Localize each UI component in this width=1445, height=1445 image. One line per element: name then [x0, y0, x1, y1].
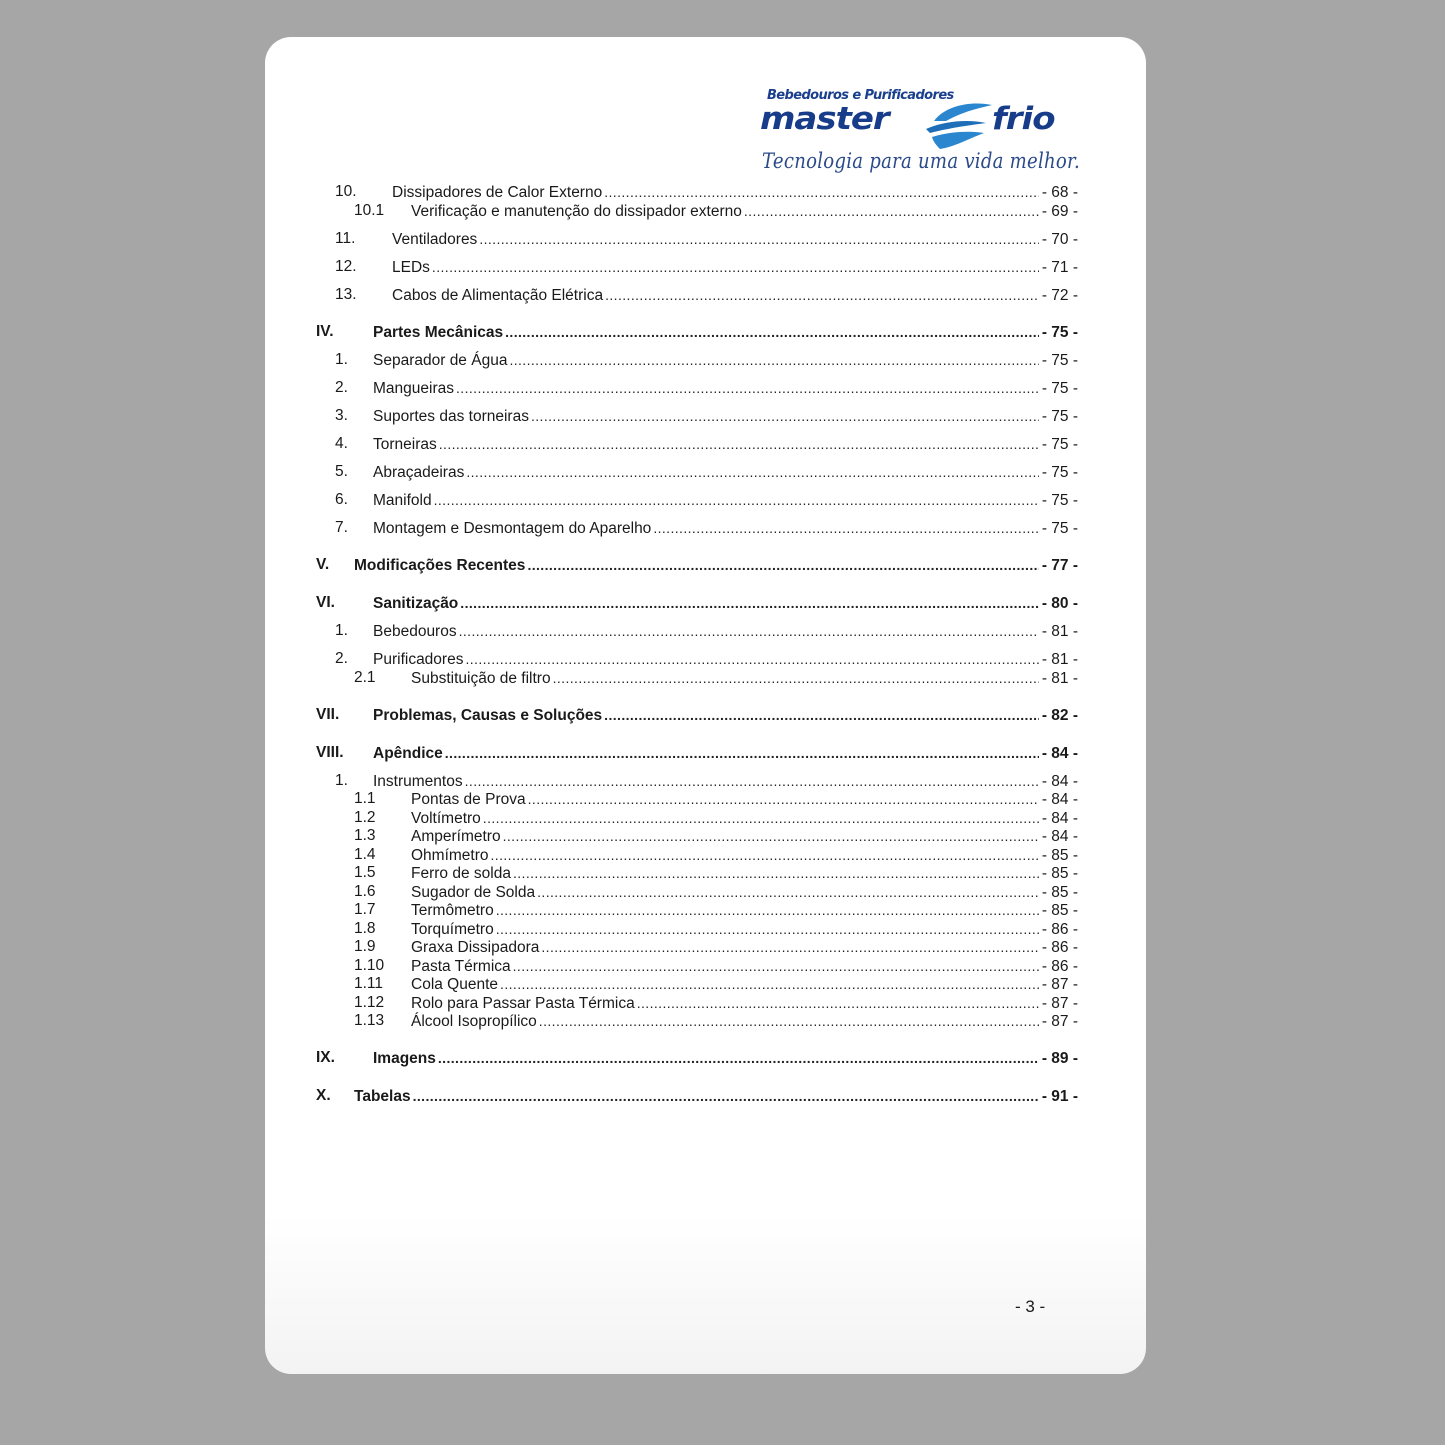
toc-entry-link[interactable] — [373, 650, 1078, 669]
toc-entry-title: Purificadores — [373, 651, 464, 668]
logo-tagline: Tecnologia para uma vida melhor. — [762, 149, 1080, 173]
toc-entry-title: Modificações Recentes — [354, 557, 526, 574]
toc-entry[interactable] — [265, 883, 1146, 901]
toc-entry-link[interactable] — [373, 594, 1078, 613]
dot-leader — [537, 883, 1039, 901]
toc-entry-title: Tabelas — [354, 1088, 411, 1105]
toc-entry-title: Problemas, Causas e Soluções — [373, 707, 603, 724]
toc-entry-page: - 75 - — [1041, 436, 1078, 453]
toc-entry-number: 2.1 — [354, 669, 376, 686]
toc-entry-title: Ohmímetro — [411, 847, 489, 864]
toc-entry[interactable] — [265, 846, 1146, 864]
toc-entry[interactable] — [265, 407, 1146, 425]
dot-leader — [503, 827, 1039, 845]
toc-entry-link[interactable] — [411, 1012, 1078, 1031]
toc-entry-number: 13. — [335, 286, 357, 303]
dot-leader — [653, 519, 1039, 537]
toc-entry[interactable] — [265, 975, 1146, 993]
toc-entry[interactable] — [265, 622, 1146, 640]
toc-entry[interactable] — [265, 556, 1146, 574]
toc-entry-title: Pasta Térmica — [411, 958, 511, 975]
dot-leader — [432, 258, 1039, 276]
dot-leader — [531, 407, 1039, 425]
dot-leader — [513, 957, 1039, 975]
toc-entry-number: 1.5 — [354, 864, 376, 881]
dot-leader — [509, 351, 1038, 369]
toc-entry-title: Sugador de Solda — [411, 884, 536, 901]
toc-entry-number: 5. — [335, 463, 348, 480]
dot-leader — [553, 669, 1039, 687]
dot-leader — [413, 1087, 1039, 1105]
toc-entry-title: Termômetro — [411, 902, 494, 919]
toc-entry-page: - 82 - — [1041, 707, 1078, 724]
toc-entry-title: Álcool Isopropílico — [411, 1013, 537, 1030]
toc-entry[interactable] — [265, 744, 1146, 762]
toc-entry[interactable] — [265, 957, 1146, 975]
toc-entry-link[interactable] — [373, 463, 1078, 482]
logo-word-master: master — [760, 100, 889, 138]
toc-entry-link[interactable] — [411, 938, 1078, 957]
dot-leader — [438, 1049, 1039, 1067]
toc-entry-link[interactable] — [354, 556, 1078, 575]
toc-entry-title: Torneiras — [373, 436, 437, 453]
toc-entry-number: 11. — [335, 230, 356, 247]
toc-entry-number: 6. — [335, 491, 348, 508]
dot-leader — [527, 556, 1038, 574]
logo-word-frio: frio — [992, 100, 1055, 138]
toc-entry[interactable] — [265, 706, 1146, 724]
toc-entry-number: 1. — [335, 772, 348, 789]
toc-entry-title: LEDs — [392, 259, 430, 276]
toc-entry-page: - 75 - — [1041, 408, 1078, 425]
toc-entry[interactable] — [265, 827, 1146, 845]
toc-entry-link[interactable] — [411, 202, 1078, 221]
toc-entry-title: Mangueiras — [373, 380, 454, 397]
toc-entry[interactable] — [265, 463, 1146, 481]
toc-entry-title: Ventiladores — [392, 231, 478, 248]
toc-entry-page: - 85 - — [1041, 847, 1078, 864]
toc-entry-title: Graxa Dissipadora — [411, 939, 540, 956]
toc-entry-link[interactable] — [354, 1087, 1078, 1106]
wave-swoosh-icon — [924, 99, 994, 151]
toc-entry-link[interactable] — [392, 286, 1078, 305]
toc-entry-page: - 84 - — [1041, 773, 1078, 790]
toc-entry-page: - 70 - — [1041, 231, 1078, 248]
toc-entry-number: 10.1 — [354, 202, 385, 219]
toc-entry-number: 1.11 — [354, 975, 384, 992]
toc-entry-number: IV. — [316, 323, 334, 340]
toc-entry-link[interactable] — [411, 864, 1078, 883]
toc-entry-link[interactable] — [411, 827, 1078, 846]
toc-entry-number: IX. — [316, 1049, 335, 1066]
toc-entry[interactable] — [265, 790, 1146, 808]
toc-entry-title: Cola Quente — [411, 976, 499, 993]
toc-entry-page: - 87 - — [1041, 976, 1078, 993]
toc-entry-page: - 87 - — [1041, 995, 1078, 1012]
toc-entry-page: - 80 - — [1041, 595, 1078, 612]
toc-entry-number: 10. — [335, 183, 357, 200]
toc-entry-link[interactable] — [411, 901, 1078, 920]
toc-entry-link[interactable] — [392, 230, 1078, 249]
toc-entry-title: Rolo para Passar Pasta Térmica — [411, 995, 635, 1012]
toc-entry[interactable] — [265, 379, 1146, 397]
toc-entry-number: 1.3 — [354, 827, 376, 844]
toc-entry-number: 1.8 — [354, 920, 376, 937]
toc-entry-link[interactable] — [392, 258, 1078, 277]
toc-entry-page: - 87 - — [1041, 1013, 1078, 1030]
toc-entry-number: V. — [316, 556, 330, 573]
toc-entry-number: X. — [316, 1087, 331, 1104]
toc-entry-page: - 75 - — [1041, 324, 1078, 341]
dot-leader — [479, 230, 1039, 248]
toc-entry-number: 1.7 — [354, 901, 376, 918]
toc-entry-link[interactable] — [411, 846, 1078, 865]
toc-entry-title: Pontas de Prova — [411, 791, 526, 808]
toc-entry-link[interactable] — [411, 975, 1078, 994]
toc-entry[interactable] — [265, 772, 1146, 790]
toc-entry-number: 1.1 — [354, 790, 376, 807]
toc-entry-title: Partes Mecânicas — [373, 324, 504, 341]
dot-leader — [505, 323, 1039, 341]
toc-entry-page: - 81 - — [1041, 670, 1078, 687]
toc-entry-number: 1.10 — [354, 957, 385, 974]
dot-leader — [500, 975, 1039, 993]
toc-entry-title: Bebedouros — [373, 623, 457, 640]
toc-entry-number: 1.13 — [354, 1012, 385, 1029]
toc-entry-title: Montagem e Desmontagem do Aparelho — [373, 520, 652, 537]
toc-entry-title: Ferro de solda — [411, 865, 511, 882]
dot-leader — [434, 491, 1039, 509]
toc-entry-number: VIII. — [316, 744, 344, 761]
toc-entry-page: - 84 - — [1041, 791, 1078, 808]
toc-entry-title: Imagens — [373, 1050, 436, 1067]
dot-leader — [456, 379, 1039, 397]
toc-entry-title: Sanitização — [373, 595, 459, 612]
toc-entry-page: - 75 - — [1041, 464, 1078, 481]
toc-entry-page: - 85 - — [1041, 865, 1078, 882]
toc-entry-link[interactable] — [373, 491, 1078, 510]
toc-entry-page: - 72 - — [1041, 287, 1078, 304]
toc-entry-link[interactable] — [373, 435, 1078, 454]
masterfrio-logo — [758, 85, 1088, 185]
toc-entry-page: - 75 - — [1041, 352, 1078, 369]
toc-entry-link[interactable] — [373, 772, 1078, 791]
dot-leader — [637, 994, 1039, 1012]
toc-entry-title: Manifold — [373, 492, 432, 509]
toc-entry-title: Suportes das torneiras — [373, 408, 529, 425]
toc-entry-link[interactable] — [411, 994, 1078, 1013]
toc-entry-page: - 75 - — [1041, 520, 1078, 537]
toc-entry-link[interactable] — [411, 957, 1078, 976]
dot-leader — [439, 435, 1039, 453]
toc-entry-page: - 77 - — [1041, 557, 1078, 574]
toc-entry[interactable] — [265, 258, 1146, 276]
toc-entry[interactable] — [265, 230, 1146, 248]
toc-entry[interactable] — [265, 519, 1146, 537]
toc-entry-link[interactable] — [373, 744, 1078, 763]
dot-leader — [744, 202, 1039, 220]
toc-entry-number: 7. — [335, 519, 348, 536]
toc-entry-link[interactable] — [373, 407, 1078, 426]
toc-entry[interactable] — [265, 809, 1146, 827]
toc-entry[interactable] — [265, 594, 1146, 612]
toc-entry[interactable] — [265, 864, 1146, 882]
toc-entry-page: - 81 - — [1041, 651, 1078, 668]
toc-entry[interactable] — [265, 286, 1146, 304]
toc-entry[interactable] — [265, 1049, 1146, 1067]
dot-leader — [604, 706, 1039, 724]
toc-entry-page: - 85 - — [1041, 902, 1078, 919]
toc-entry-number: 1.9 — [354, 938, 376, 955]
toc-entry-number: 1. — [335, 622, 348, 639]
toc-entry-number: 1.2 — [354, 809, 376, 826]
toc-entry-page: - 69 - — [1041, 203, 1078, 220]
logo-subtitle: Bebedouros e Purificadores — [767, 88, 954, 103]
dot-leader — [491, 846, 1039, 864]
toc-entry-number: VI. — [316, 594, 335, 611]
toc-entry[interactable] — [265, 1087, 1146, 1105]
dot-leader — [539, 1012, 1039, 1030]
toc-entry-number: VII. — [316, 706, 340, 723]
toc-entry-title: Dissipadores de Calor Externo — [392, 184, 603, 201]
toc-entry-title: Voltímetro — [411, 810, 481, 827]
toc-entry-title: Amperímetro — [411, 828, 501, 845]
toc-entry-link[interactable] — [373, 706, 1078, 725]
document-page — [265, 37, 1146, 1374]
dot-leader — [513, 864, 1039, 882]
toc-entry-number: 1.6 — [354, 883, 376, 900]
toc-entry-link[interactable] — [373, 622, 1078, 641]
toc-entry-number: 1.12 — [354, 994, 385, 1011]
dot-leader — [496, 920, 1039, 938]
toc-entry-link[interactable] — [411, 809, 1078, 828]
toc-entry-link[interactable] — [411, 790, 1078, 809]
toc-entry-number: 1.4 — [354, 846, 376, 863]
toc-entry-link[interactable] — [373, 323, 1078, 342]
toc-entry-link[interactable] — [392, 183, 1078, 202]
dot-leader — [465, 772, 1039, 790]
toc-entry-title: Instrumentos — [373, 773, 463, 790]
toc-entry-link[interactable] — [373, 519, 1078, 538]
toc-entry-page: - 85 - — [1041, 884, 1078, 901]
toc-entry-number: 2. — [335, 379, 348, 396]
toc-entry[interactable] — [265, 669, 1146, 687]
dot-leader — [465, 650, 1038, 668]
toc-entry[interactable] — [265, 202, 1146, 220]
toc-entry[interactable] — [265, 1012, 1146, 1030]
dot-leader — [528, 790, 1039, 808]
toc-entry-number: 2. — [335, 650, 348, 667]
toc-entry-title: Torquímetro — [411, 921, 494, 938]
toc-entry-link[interactable] — [411, 883, 1078, 902]
dot-leader — [483, 809, 1039, 827]
toc-entry-page: - 75 - — [1041, 380, 1078, 397]
toc-entry-title: Cabos de Alimentação Elétrica — [392, 287, 604, 304]
toc-entry-page: - 86 - — [1041, 939, 1078, 956]
toc-entry[interactable] — [265, 435, 1146, 453]
toc-entry[interactable] — [265, 183, 1146, 201]
toc-entry-title: Verificação e manutenção do dissipador externo — [411, 203, 742, 220]
dot-leader — [460, 594, 1039, 612]
dot-leader — [541, 938, 1038, 956]
dot-leader — [445, 744, 1039, 762]
toc-entry[interactable] — [265, 351, 1146, 369]
toc-entry[interactable] — [265, 920, 1146, 938]
toc-entry-page: - 81 - — [1041, 623, 1078, 640]
dot-leader — [496, 901, 1039, 919]
toc-entry-title: Substituição de filtro — [411, 670, 551, 687]
dot-leader — [466, 463, 1038, 481]
toc-entry-page: - 86 - — [1041, 921, 1078, 938]
toc-entry-number: 4. — [335, 435, 348, 452]
toc-entry-link[interactable] — [411, 920, 1078, 939]
toc-entry[interactable] — [265, 901, 1146, 919]
toc-entry-link[interactable] — [373, 1049, 1078, 1068]
toc-entry[interactable] — [265, 938, 1146, 956]
dot-leader — [605, 286, 1039, 304]
toc-entry-link[interactable] — [411, 669, 1078, 688]
toc-entry-page: - 84 - — [1041, 828, 1078, 845]
toc-entry-page: - 75 - — [1041, 492, 1078, 509]
toc-entry[interactable] — [265, 323, 1146, 341]
toc-entry-page: - 84 - — [1041, 810, 1078, 827]
toc-entry-page: - 89 - — [1041, 1050, 1078, 1067]
toc-entry-number: 3. — [335, 407, 348, 424]
toc-entry-page: - 68 - — [1041, 184, 1078, 201]
toc-entry-title: Abraçadeiras — [373, 464, 465, 481]
page-number: - 3 - — [1015, 1297, 1046, 1316]
toc-entry-title: Separador de Água — [373, 352, 508, 369]
toc-entry-link[interactable] — [373, 379, 1078, 398]
toc-entry[interactable] — [265, 994, 1146, 1012]
toc-entry-link[interactable] — [373, 351, 1078, 370]
dot-leader — [459, 622, 1039, 640]
toc-entry-title: Apêndice — [373, 745, 443, 762]
toc-entry-page: - 71 - — [1041, 259, 1078, 276]
toc-entry-page: - 84 - — [1041, 745, 1078, 762]
toc-entry-page: - 86 - — [1041, 958, 1078, 975]
dot-leader — [604, 183, 1039, 201]
toc-entry-page: - 91 - — [1041, 1088, 1078, 1105]
toc-entry[interactable] — [265, 650, 1146, 668]
toc-entry-number: 12. — [335, 258, 357, 275]
toc-entry[interactable] — [265, 491, 1146, 509]
toc-entry-number: 1. — [335, 351, 348, 368]
